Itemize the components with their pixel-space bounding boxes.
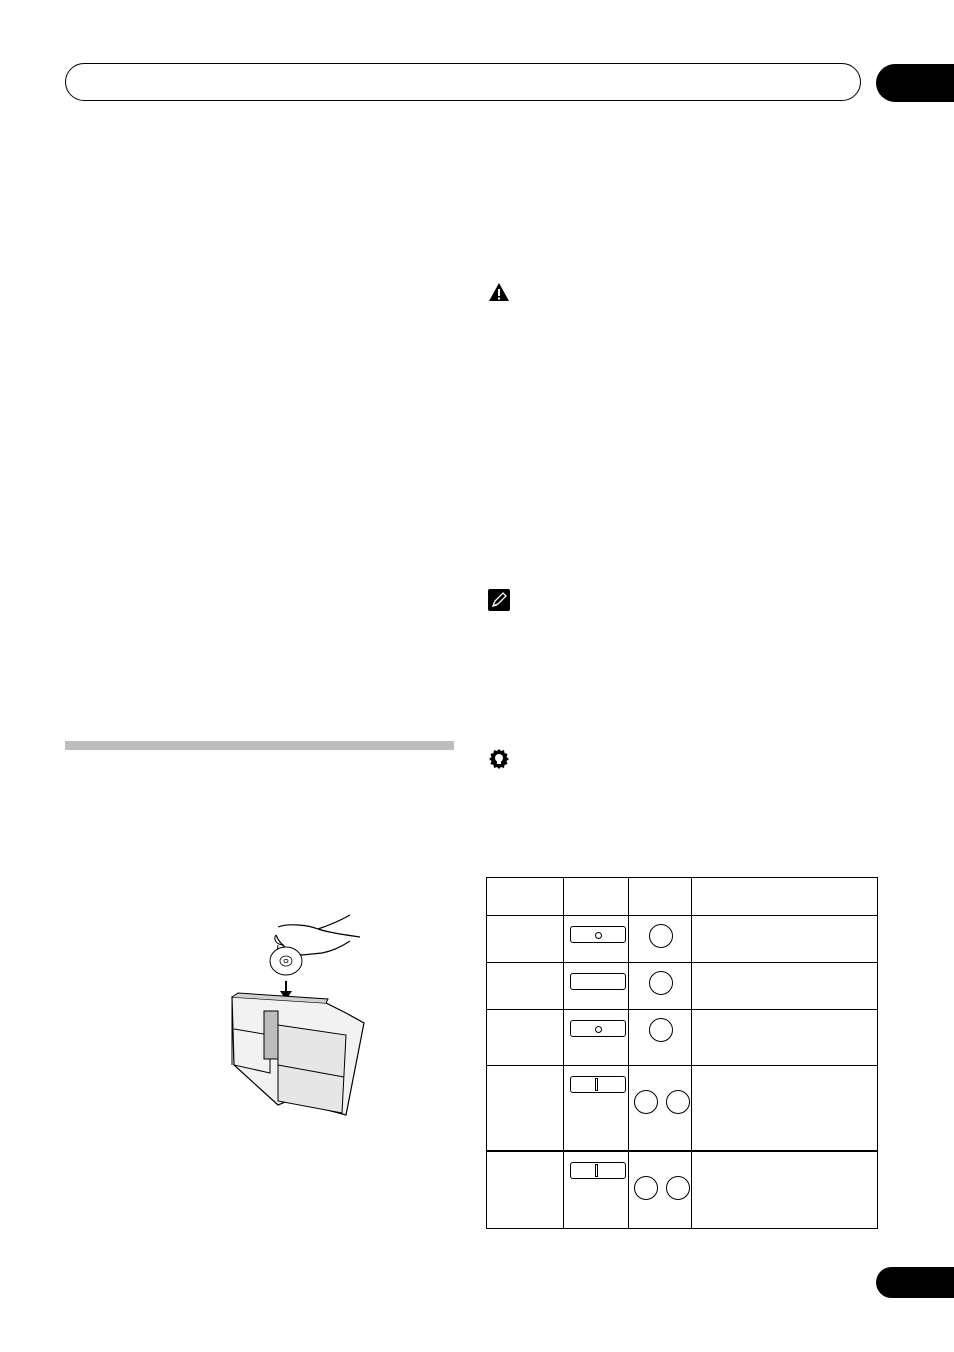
disc-loading-illustration [218, 905, 370, 1120]
circle-button-icon [649, 1018, 673, 1042]
row-description [692, 963, 878, 1010]
warning-triangle-icon [488, 281, 510, 303]
switch-knob-icon [595, 1078, 598, 1091]
table-header-row [487, 878, 878, 916]
slide-switch-icon [570, 1076, 626, 1093]
row-label [487, 1065, 564, 1151]
table-header-cell [487, 878, 564, 916]
row-description [692, 1010, 878, 1065]
slot-button-icon [570, 1020, 626, 1037]
table-row [487, 1065, 878, 1151]
disc-drawing [270, 947, 302, 975]
table-row [487, 916, 878, 963]
slot-button-icon [570, 926, 626, 943]
section-heading-rule [65, 741, 454, 750]
circle-button-icon [634, 1176, 658, 1200]
page-number-tab [876, 1267, 954, 1298]
circle-button-icon [634, 1090, 658, 1114]
circle-button-icon [666, 1176, 690, 1200]
row-description [692, 1151, 878, 1228]
row-label [487, 1151, 564, 1228]
chapter-number-tab [876, 64, 954, 102]
dot-icon [595, 932, 602, 939]
page-header-bar [65, 63, 861, 101]
row-label [487, 916, 564, 963]
row-description [692, 916, 878, 963]
circle-button-icon [649, 971, 673, 995]
row-label [487, 963, 564, 1010]
table-header-cell [564, 878, 629, 916]
table-row [487, 963, 878, 1010]
switch-knob-icon [595, 1164, 598, 1177]
table-header-cell [692, 878, 878, 916]
control-table [486, 877, 878, 1229]
row-description [692, 1065, 878, 1151]
dot-icon [595, 1026, 602, 1033]
pencil-note-icon [488, 589, 510, 611]
circle-button-icon [649, 924, 673, 948]
slot-button-icon [570, 973, 626, 990]
circle-button-icon [666, 1090, 690, 1114]
row-label [487, 1010, 564, 1065]
slide-switch-icon [570, 1162, 626, 1179]
table-row [487, 1010, 878, 1065]
lightbulb-tip-icon [488, 748, 510, 770]
table-header-cell [629, 878, 692, 916]
table-row [487, 1151, 878, 1228]
